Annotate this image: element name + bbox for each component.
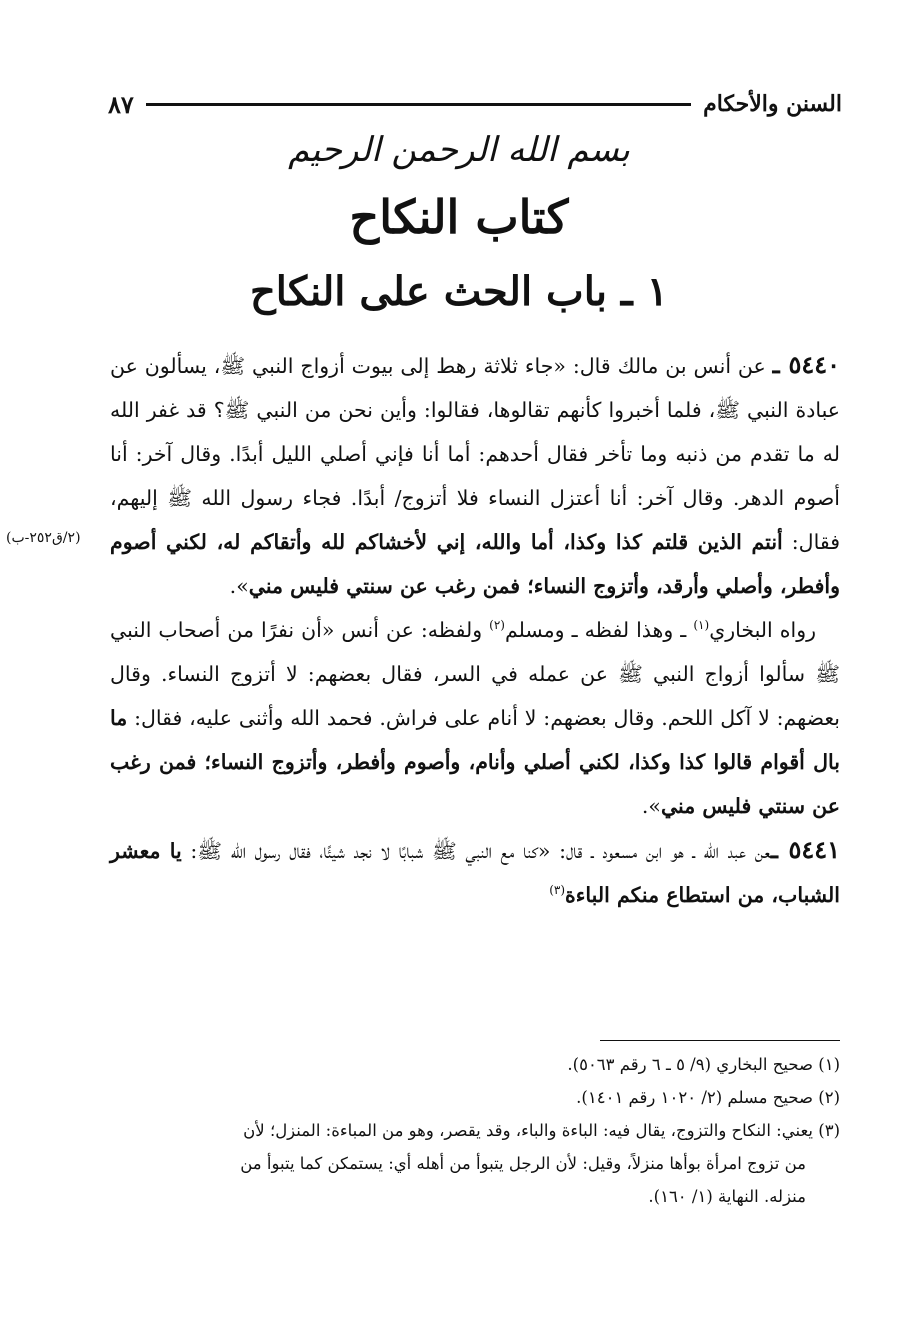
hadith-text: عن أنس بن مالك قال: «جاء ثلاثة رهط إلى بيوت أزواج النبي ﷺ، يسألون عن عبادة النبي ﷺ، فلما أخبروا كأنهم تقالوها، فقالوا: وأين نحن من النبي ﷺ؟ قد غفر الله له ما تقدم من ذنبه وما تأخر فقال أحدهم: أما أنا فإني أصلي الليل أبدًا. وقال آخر: أنا أصوم الدهر. وقال آخر: أنا أعتزل النساء فلا أتزوج/ أبدًا. فجاء رسول الله ﷺ إليهم، فقال: <box>110 354 840 554</box>
footnote-rule <box>600 1040 840 1041</box>
running-title: السنن والأحكام <box>703 91 842 117</box>
footnotes <box>110 1048 840 1213</box>
hadith-number: ٥٤٤٠ ـ <box>772 350 840 379</box>
hadith-5440 <box>110 343 840 608</box>
marginal-manuscript-note: (٢/ق٢٥٢-ب) <box>6 530 81 546</box>
hadith-number: ٥٤٤١ ـ <box>770 835 840 864</box>
footnote-ref-3[interactable]: (٣) <box>549 883 566 898</box>
footnote-3-cont: من تزوج امرأة بوأها منزلاً، وقيل: لأن الرجل يتبوأ من أهله أي: يستمكن كما يتبوأ من <box>240 1154 806 1173</box>
footnote-2: (٢) صحيح مسلم (٢/ ١٠٢٠ رقم ١٤٠١). <box>576 1088 840 1107</box>
hadith-text-end: ». <box>229 574 249 598</box>
takhrij-text: رواه البخاري <box>709 618 817 642</box>
footnote-3-cont: منزله. النهاية (١/ ١٦٠). <box>648 1187 806 1206</box>
hadith-text-bold: يا معشر الشباب، من استطاع منكم الباءة <box>110 839 840 907</box>
hadith-text-bold: أنتم الذين قلتم كذا وكذا، أما والله، إني لأخشاكم لله وأتقاكم له، لكني أصوم وأفطر، وأصلي وأرقد، وأتزوج النساء؛ فمن رغب عن سنتي فليس مني <box>110 530 840 598</box>
main-text <box>110 343 840 917</box>
footnote-3: (٣) يعني: النكاح والتزوج، يقال فيه: الباءة والباء، وقد يقصر، وهو من المباءة: المنزل؛ لأن <box>243 1121 840 1140</box>
chapter-title: ١ ـ باب الحث على النكاح <box>249 268 669 315</box>
header-rule <box>146 103 691 106</box>
book-title: كتاب النكاح <box>349 190 569 244</box>
footnote-1: (١) صحيح البخاري (٩/ ٥ ـ ٦ رقم ٥٠٦٣). <box>567 1055 840 1074</box>
takhrij-text-end: ». <box>641 794 661 818</box>
takhrij-text: ـ وهذا لفظه ـ ومسلم <box>504 618 694 642</box>
page-number: ٨٧ <box>108 89 134 119</box>
basmala: بسم الله الرحمن الرحيم <box>288 130 630 170</box>
running-header <box>108 86 842 122</box>
footnote-ref-2[interactable]: (٢) <box>489 618 505 633</box>
hadith-5441 <box>110 828 840 917</box>
takhrij-5440 <box>110 608 840 828</box>
footnote-ref-1[interactable]: (١) <box>693 618 710 633</box>
takhrij-text: ولفظه: عن أنس «أن نفرًا من أصحاب النبي ﷺ سألوا أزواج النبي ﷺ عن عمله في السر، فقال بعضهم: لا أتزوج النساء. وقال بعضهم: لا آكل اللحم. وقال بعضهم: لا أنام على فراش. فحمد الله وأثنى عليه، فقال: <box>110 618 840 730</box>
takhrij-text-bold: ما بال أقوام قالوا كذا وكذا، لكني أصلي وأنام، وأصوم وأفطر، وأتزوج النساء؛ فمن رغب عن سنتي فليس مني <box>110 706 840 818</box>
hadith-text: عن عبد الله ـ هو ابن مسعود ـ قال: «كنا مع النبي ﷺ شبابًا لا نجد شيئًا، فقال رسول الله ﷺ: <box>181 839 771 863</box>
